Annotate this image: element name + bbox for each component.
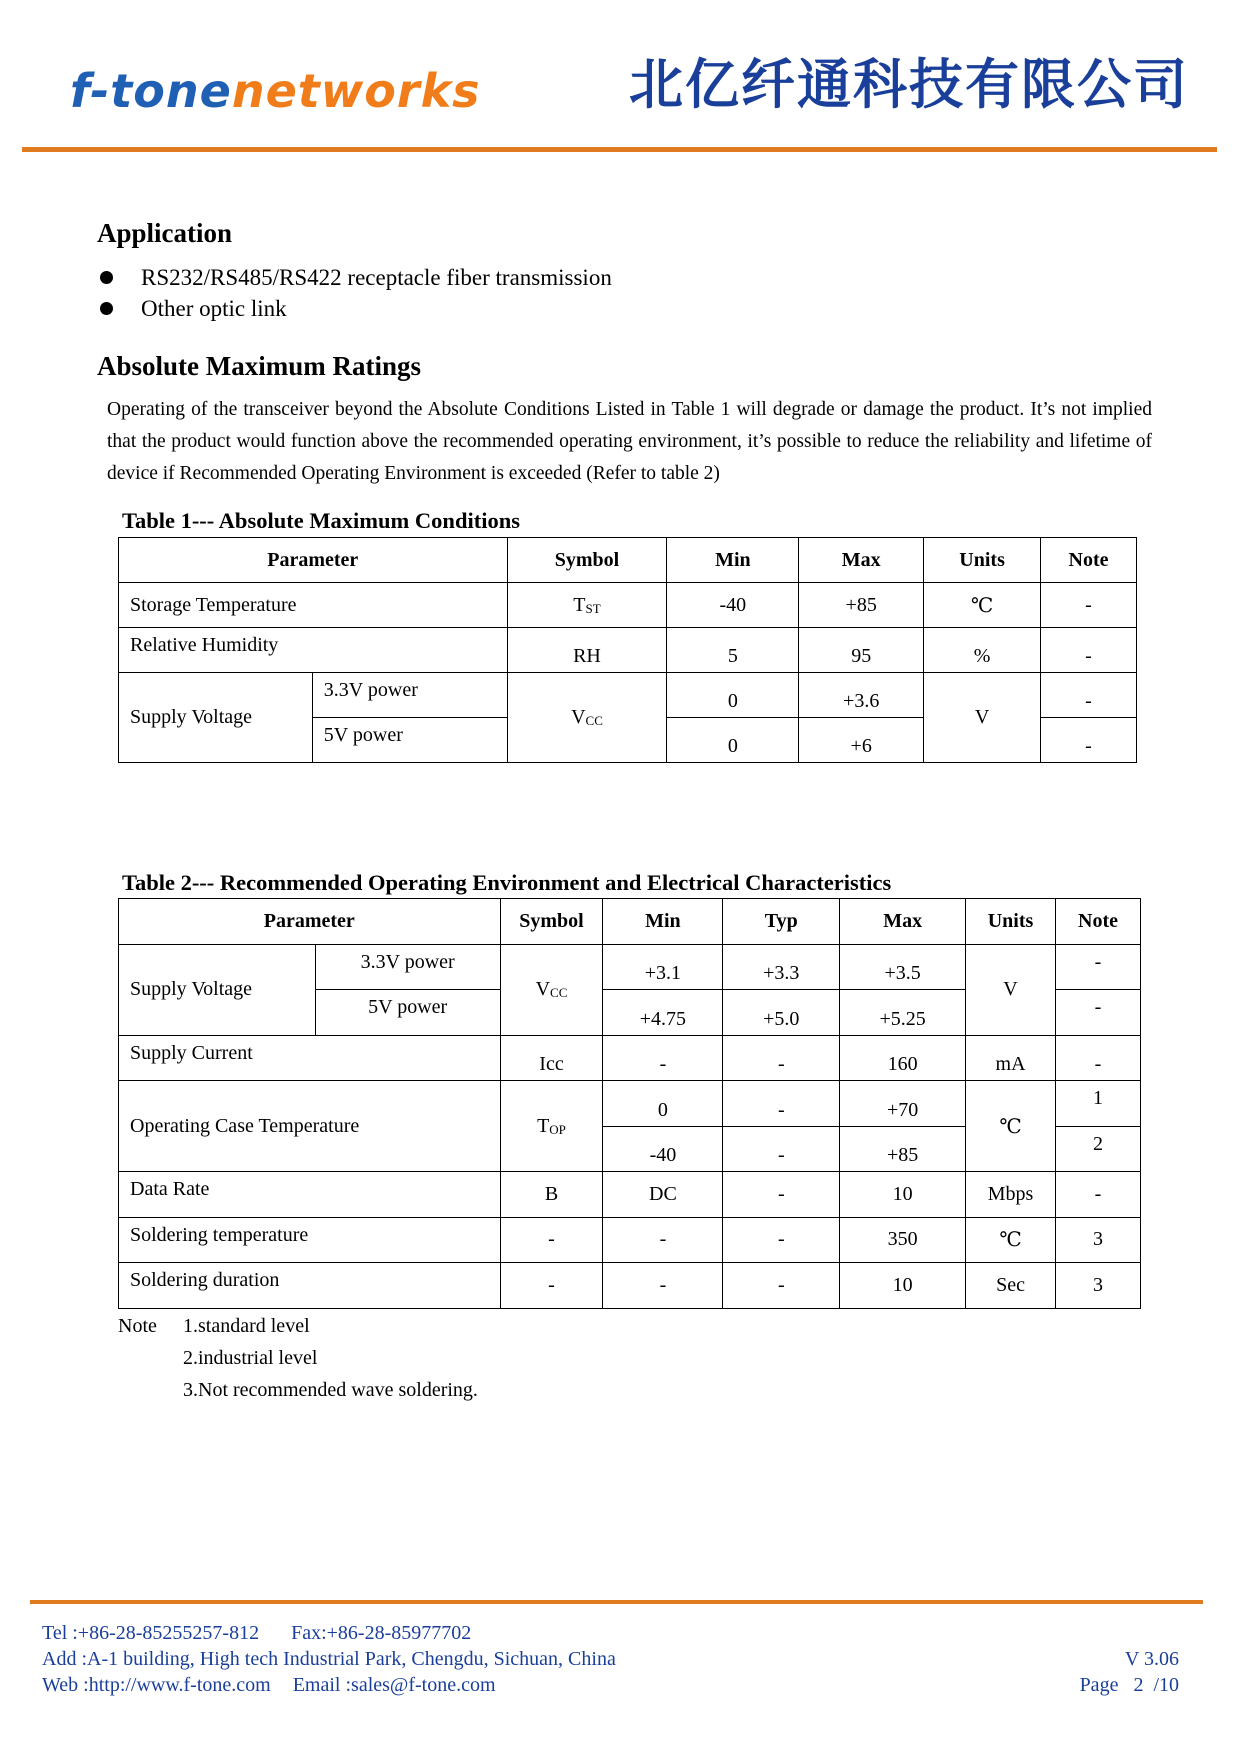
min-cell: 0 [667,673,799,718]
note-item: 1.standard level [183,1315,310,1337]
table2-caption: Table 2--- Recommended Operating Environment and Electrical Characteristics [122,870,892,895]
recommended-operating-table [118,898,1141,1309]
table-row [119,1172,1141,1218]
min-cell: +4.75 [603,990,723,1036]
column-header: Note [1041,538,1137,583]
min-cell: 0 [667,718,799,763]
max-cell: +3.6 [799,673,924,718]
version-label: V 3.06 [1124,1648,1179,1670]
logo-text-networks: networks [231,64,481,118]
note-cell: - [1041,628,1137,673]
table1-caption: Table 1--- Absolute Maximum Conditions [122,508,520,533]
symbol-cell: $V_{CC}$ [500,944,603,1035]
symbol-cell: - [500,1217,603,1263]
typ-cell: - [723,1172,840,1218]
param-cell: Operating Case Temperature [119,1081,501,1172]
table-header-row [119,899,1141,945]
max-cell: +3.5 [840,944,966,990]
column-header: Units [966,899,1056,945]
table-header-row [119,538,1137,583]
application-list [97,262,612,324]
company-name-chinese: 北亿纤通科技有限公司 [629,53,1189,116]
table-row [119,583,1137,628]
footer-tel: Tel :+86-28-85255257-812 [42,1622,260,1644]
column-header: Units [924,538,1041,583]
subparam-cell: 5V power [312,718,507,763]
symbol-cell: Icc [500,1035,603,1081]
min-cell: DC [603,1172,723,1218]
subparam-cell: 3.3V power [312,673,507,718]
typ-cell: - [723,1263,840,1309]
symbol-cell: $T_{OP}$ [500,1081,603,1172]
column-header: Max [840,899,966,945]
table-row [119,673,1137,718]
logo-text-ftone: f-tone [70,64,232,118]
max-cell: +85 [799,583,924,628]
typ-cell: - [723,1081,840,1127]
typ-cell: - [723,1126,840,1172]
param-cell: Supply Voltage [119,673,313,763]
typ-cell: - [723,1035,840,1081]
min-cell: +3.1 [603,944,723,990]
ratings-paragraph: Operating of the transceiver beyond the Absolute Conditions Listed in Table 1 will degrade or damage the product. It’s not implied that the product would function above the recommended operating environment, it’s possible to reduce the reliability and lifetime of device if Recommended Operating Environment is exceeded (Refer to table 2) [107,399,1152,484]
note-cell: - [1041,673,1137,718]
list-item-text: Other optic link [141,296,287,321]
column-header: Parameter [119,899,501,945]
min-cell: 5 [667,628,799,673]
units-cell: V [966,944,1056,1035]
min-cell: -40 [603,1126,723,1172]
typ-cell: +3.3 [723,944,840,990]
table-notes [118,1310,478,1406]
units-cell: V [924,673,1041,763]
param-cell: Data Rate [119,1172,501,1218]
symbol-cell: - [500,1263,603,1309]
max-cell: 95 [799,628,924,673]
subparam-cell: 5V power [315,990,500,1036]
bullet-icon [100,302,113,315]
list-item-text: RS232/RS485/RS422 receptacle fiber transmission [141,265,612,290]
column-header: Symbol [500,899,603,945]
note-cell: 3 [1056,1263,1141,1309]
min-cell: - [603,1035,723,1081]
list-item [97,293,612,324]
table-row [119,628,1137,673]
bullet-icon [100,271,113,284]
max-cell: +5.25 [840,990,966,1036]
note-cell: - [1056,990,1141,1036]
note-cell: 1 [1056,1081,1141,1127]
footer-web-link[interactable]: Web :http://www.f-tone.com [42,1674,271,1696]
note-cell: - [1056,1172,1141,1218]
min-cell: 0 [603,1081,723,1127]
param-cell: Soldering duration [119,1263,501,1309]
company-logo [70,64,481,118]
min-cell: - [603,1263,723,1309]
column-header: Typ [723,899,840,945]
footer-divider [30,1600,1203,1604]
symbol-cell: B [500,1172,603,1218]
max-cell: 10 [840,1263,966,1309]
table-row [119,1263,1141,1309]
column-header: Max [799,538,924,583]
param-cell: Relative Humidity [119,628,508,673]
min-cell: -40 [667,583,799,628]
column-header: Min [603,899,723,945]
list-item [97,262,612,293]
symbol-cell: $T_{ST}$ [507,583,667,628]
note-label: Note [118,1315,157,1337]
note-item: 3.Not recommended wave soldering. [183,1379,478,1401]
column-header: Symbol [507,538,667,583]
column-header: Parameter [119,538,508,583]
column-header: Min [667,538,799,583]
units-cell: Mbps [966,1172,1056,1218]
table-row [119,1217,1141,1263]
note-cell: - [1041,718,1137,763]
footer-contact [42,1620,616,1698]
column-header: Note [1056,899,1141,945]
note-cell: 2 [1056,1126,1141,1172]
footer-address: Add :A-1 building, High tech Industrial Park, Chengdu, Sichuan, China [42,1648,616,1670]
note-cell: - [1056,1035,1141,1081]
typ-cell: +5.0 [723,990,840,1036]
max-cell: 10 [840,1172,966,1218]
footer-email-link[interactable]: Email :sales@f-tone.com [292,1674,496,1696]
table-row [119,1035,1141,1081]
typ-cell: - [723,1217,840,1263]
symbol-cell: $V_{CC}$ [507,673,667,763]
param-cell: Storage Temperature [119,583,508,628]
footer-meta [1080,1646,1179,1698]
header-divider [22,147,1217,152]
subparam-cell: 3.3V power [315,944,500,990]
application-heading: Application [97,218,233,248]
page-number: Page 2 /10 [1079,1674,1179,1696]
note-cell: 3 [1056,1217,1141,1263]
footer-fax: Fax:+86-28-85977702 [291,1622,472,1644]
param-cell: Soldering temperature [119,1217,501,1263]
max-cell: 160 [840,1035,966,1081]
max-cell: +6 [799,718,924,763]
max-cell: +70 [840,1081,966,1127]
note-cell: - [1056,944,1141,990]
units-cell: ℃ [966,1217,1056,1263]
units-cell: ℃ [966,1081,1056,1172]
units-cell: % [924,628,1041,673]
symbol-cell: RH [507,628,667,673]
table-row [119,944,1141,990]
min-cell: - [603,1217,723,1263]
note-item: 2.industrial level [183,1347,318,1369]
param-cell: Supply Voltage [119,944,316,1035]
max-cell: +85 [840,1126,966,1172]
absolute-maximum-table [118,537,1137,763]
units-cell: Sec [966,1263,1056,1309]
units-cell: ℃ [924,583,1041,628]
param-cell: Supply Current [119,1035,501,1081]
units-cell: mA [966,1035,1056,1081]
table-row [119,1081,1141,1127]
max-cell: 350 [840,1217,966,1263]
note-cell: - [1041,583,1137,628]
ratings-heading: Absolute Maximum Ratings [97,351,422,381]
note-line [118,1310,478,1342]
